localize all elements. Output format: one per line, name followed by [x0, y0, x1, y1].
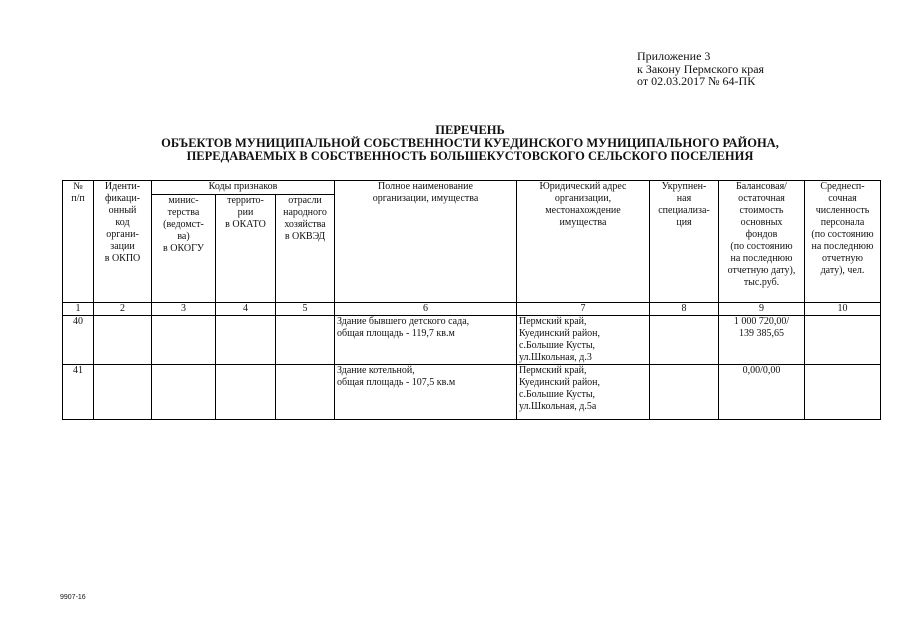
cell-line: общая площадь - 119,7 кв.м: [337, 328, 455, 339]
cell-line: ция: [676, 217, 692, 228]
cell-line: Юридический адрес: [539, 181, 627, 192]
cell-line: основных: [740, 217, 783, 228]
cell-line: народного: [283, 207, 327, 218]
header-okogu: [152, 195, 216, 303]
cell-line: остаточная: [738, 193, 785, 204]
cell-line: террито-: [227, 195, 264, 206]
row-num: 41: [63, 365, 94, 420]
row-staff: [805, 316, 881, 365]
cell-line: местонахождение: [545, 205, 621, 216]
cell-line: Пермский край,: [519, 316, 587, 327]
header-name: [335, 181, 517, 303]
cell-line: ва): [177, 231, 190, 242]
cell-line: персонала: [820, 217, 865, 228]
cell-line: (ведомст-: [163, 219, 204, 230]
column-number: 8: [650, 303, 719, 316]
row-okved: [276, 365, 335, 420]
cell-line: на последнюю: [811, 241, 874, 252]
cell-line: имущества: [559, 217, 607, 228]
cell-line: Полное наименование: [378, 181, 473, 192]
cell-line: отрасли: [288, 195, 322, 206]
header-row: [63, 181, 881, 195]
header-okved: [276, 195, 335, 303]
cell-line: Куединский район,: [519, 328, 601, 339]
row-balance: [719, 365, 805, 420]
appendix-line: Приложение 3: [637, 49, 711, 63]
cell-line: дату), чел.: [820, 265, 865, 276]
title-line: ПЕРЕДАВАЕМЫХ В СОБСТВЕННОСТЬ БОЛЬШЕКУСТОВСКОГО СЕЛЬСКОГО ПОСЕЛЕНИЯ: [186, 149, 754, 163]
header-staff: [805, 181, 881, 303]
row-num: 40: [63, 316, 94, 365]
header-num: [63, 181, 94, 303]
cell-line: Укрупнен-: [661, 181, 707, 192]
cell-line: стоимость: [739, 205, 784, 216]
cell-line: общая площадь - 107,5 кв.м: [337, 377, 456, 388]
cell-line: терства: [167, 207, 200, 218]
title-line: ОБЪЕКТОВ МУНИЦИПАЛЬНОЙ СОБСТВЕННОСТИ КУЕДИНСКОГО МУНИЦИПАЛЬНОГО РАЙОНА,: [161, 136, 779, 150]
row-address: [517, 365, 650, 420]
cell-line: в ОКОГУ: [163, 243, 204, 254]
row-okato: [216, 365, 276, 420]
appendix-line: к Закону Пермского края: [637, 61, 765, 76]
cell-line: ная: [676, 193, 692, 204]
column-number: 7: [517, 303, 650, 316]
cell-line: тыс.руб.: [743, 277, 780, 288]
row-address: [517, 316, 650, 365]
header-codes-group: Коды признаков: [152, 181, 335, 195]
cell-line: ул.Школьная, д.5а: [519, 401, 597, 412]
cell-line: хозяйства: [284, 219, 326, 230]
cell-line: специализа-: [658, 205, 710, 216]
header-okpo: [94, 181, 152, 303]
cell-line: 139 385,65: [739, 328, 784, 339]
cell-line: Здание котельной,: [337, 365, 415, 376]
header-address: [517, 181, 650, 303]
cell-line: п/п: [71, 193, 85, 204]
cell-line: фикаци-: [104, 193, 140, 204]
cell-line: в ОКВЭД: [284, 231, 326, 242]
row-okpo: [94, 316, 152, 365]
cell-line: онный: [108, 205, 137, 216]
document-title: [60, 124, 880, 163]
cell-line: Балансовая/: [736, 181, 787, 192]
column-number: 3: [152, 303, 216, 316]
cell-line: Здание бывшего детского сада,: [337, 316, 470, 327]
cell-line: с.Большие Кусты,: [519, 389, 596, 400]
row-name: [335, 316, 517, 365]
cell-line: зации: [110, 241, 135, 252]
row-okogu: [152, 365, 216, 420]
cell-line: численность: [815, 205, 870, 216]
footer-code: 9907-16: [60, 594, 86, 601]
cell-line: на последнюю: [730, 253, 793, 264]
column-number: 1: [63, 303, 94, 316]
appendix-note: [637, 50, 764, 88]
column-number: 5: [276, 303, 335, 316]
cell-line: организации, имущества: [372, 193, 479, 204]
cell-line: №: [73, 181, 83, 192]
cell-line: отчетную дату),: [727, 265, 796, 276]
header-okato: [216, 195, 276, 303]
table-row: [63, 365, 881, 420]
cell-line: организации,: [554, 193, 612, 204]
row-okpo: [94, 365, 152, 420]
column-number: 2: [94, 303, 152, 316]
row-specialization: [650, 365, 719, 420]
row-specialization: [650, 316, 719, 365]
row-okato: [216, 316, 276, 365]
cell-line: минис-: [168, 195, 199, 206]
header-balance: [719, 181, 805, 303]
cell-line: (по состоянию: [811, 229, 874, 240]
cell-line: в ОКАТО: [225, 219, 266, 230]
cell-line: органи-: [106, 229, 139, 240]
column-number: 4: [216, 303, 276, 316]
table-row: [63, 316, 881, 365]
column-number-row: [63, 303, 881, 316]
column-number: 9: [719, 303, 805, 316]
header-specialization: [650, 181, 719, 303]
column-number: 10: [805, 303, 881, 316]
cell-line: сочная: [828, 193, 857, 204]
cell-line: с.Большие Кусты,: [519, 340, 596, 351]
cell-line: (по состоянию: [730, 241, 793, 252]
row-staff: [805, 365, 881, 420]
cell-line: отчетную: [822, 253, 863, 264]
cell-line: Среднесп-: [820, 181, 865, 192]
cell-line: Пермский край,: [519, 365, 587, 376]
cell-line: в ОКПО: [104, 253, 141, 264]
cell-line: фондов: [745, 229, 778, 240]
row-okved: [276, 316, 335, 365]
cell-line: Куединский район,: [519, 377, 601, 388]
cell-line: 0,00/0,00: [742, 365, 781, 376]
column-number: 6: [335, 303, 517, 316]
title-line: ПЕРЕЧЕНЬ: [435, 123, 505, 137]
cell-line: Иденти-: [104, 181, 141, 192]
cell-line: рии: [237, 207, 254, 218]
property-table: [62, 180, 881, 420]
cell-line: код: [115, 217, 130, 228]
cell-line: ул.Школьная, д.3: [519, 352, 592, 363]
row-okogu: [152, 316, 216, 365]
row-balance: [719, 316, 805, 365]
cell-line: 1 000 720,00/: [733, 316, 790, 327]
appendix-line: от 02.03.2017 № 64-ПК: [637, 74, 756, 88]
row-name: [335, 365, 517, 420]
